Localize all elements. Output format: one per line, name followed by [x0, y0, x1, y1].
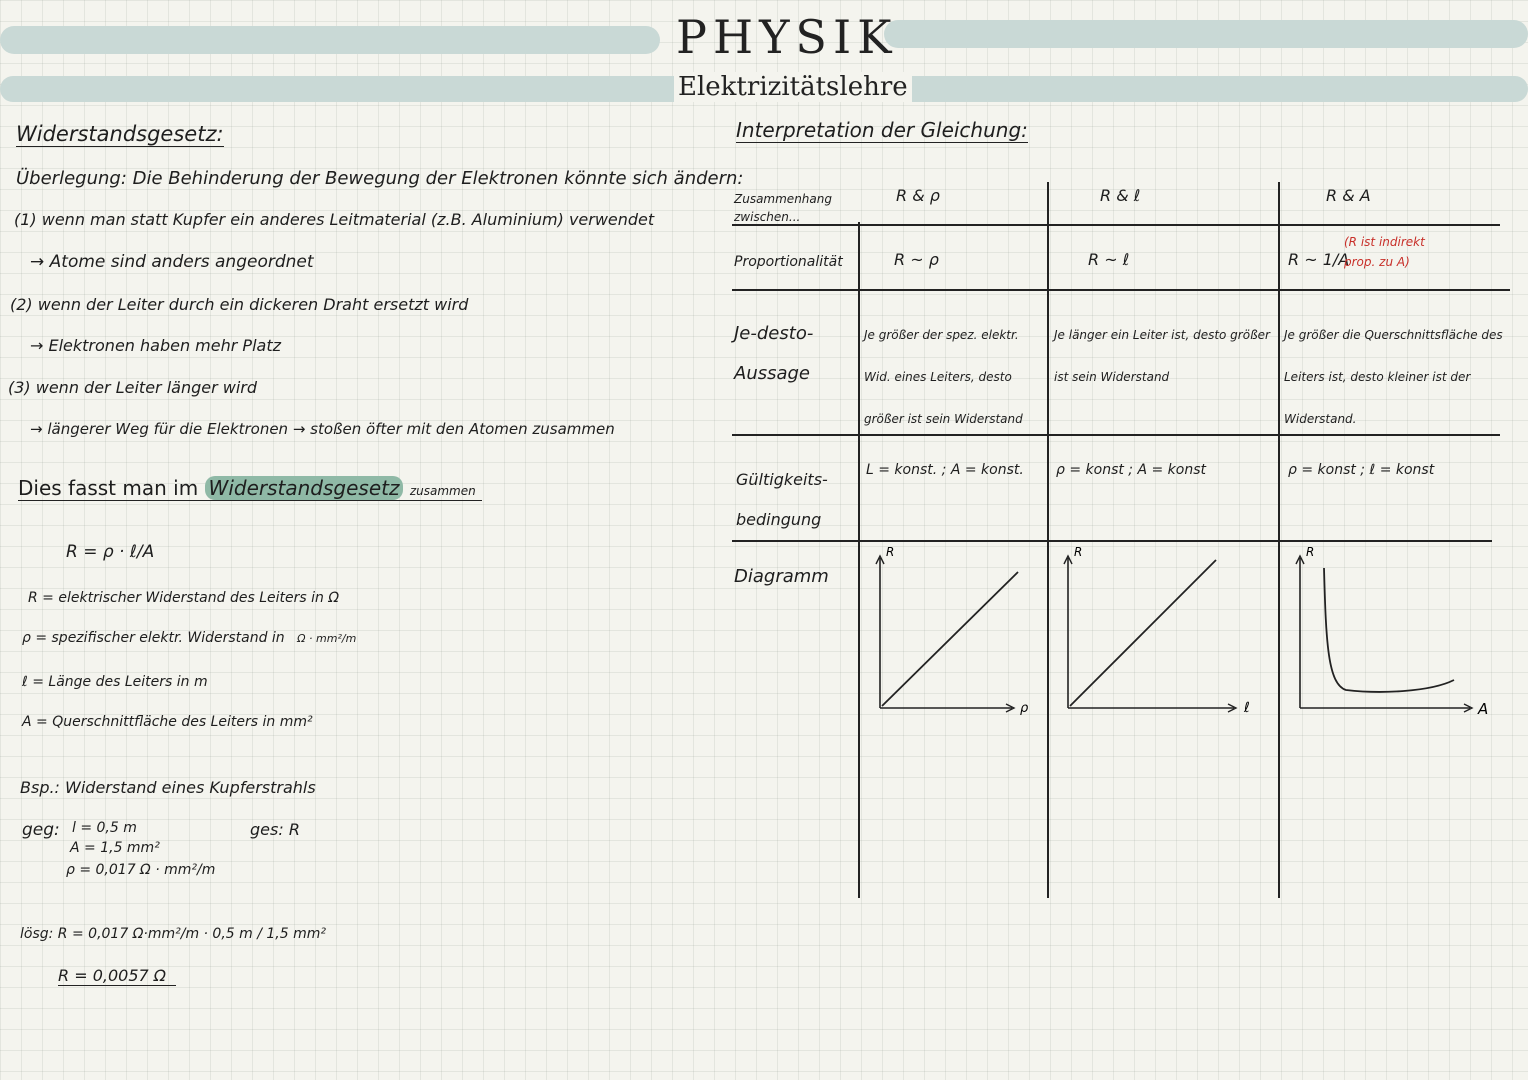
definition-l: ℓ = Länge des Leiters in m — [22, 674, 208, 690]
col3-header: R & A — [1326, 186, 1371, 205]
diagram-1-x-label: ρ — [1020, 701, 1029, 716]
point-2: (2) wenn der Leiter durch ein dickeren Draht ersetzt wird — [10, 295, 469, 314]
diagram-3-y-label: R — [1306, 545, 1315, 559]
col1-jedesto: Je größer der spez. elektr. Wid. eines Leiters, desto größer ist sein Widerstand — [864, 328, 1023, 426]
point-1: (1) wenn man statt Kupfer ein anderes Leitmaterial (z.B. Aluminium) verwendet — [14, 210, 655, 229]
definition-rho — [22, 630, 356, 646]
given-label: geg: — [22, 820, 60, 840]
table-row-line-4 — [732, 540, 1492, 542]
diagram-r-rho — [870, 544, 1040, 720]
row-label-gueltigkeit: Gültigkeits-bedingung — [736, 470, 828, 529]
given-length: l = 0,5 m — [72, 820, 137, 836]
solution: lösg: R = 0,017 Ω·mm²/m · 0,5 m / 1,5 mm² — [20, 926, 327, 942]
header-band-top-right — [884, 20, 1528, 48]
col1-proportionality: R ~ ρ — [894, 250, 939, 269]
row-label-diagramm: Diagramm — [734, 566, 829, 587]
point-1-result: → Atome sind anders angeordnet — [30, 252, 314, 272]
given-rho: ρ = 0,017 Ω · mm²/m — [66, 862, 216, 878]
col2-proportionality: R ~ ℓ — [1088, 250, 1130, 269]
col2-gueltigkeit: ρ = konst ; A = konst — [1056, 462, 1207, 478]
table-row-line-2 — [732, 289, 1510, 291]
example-title: Bsp.: Widerstand eines Kupferstrahls — [20, 778, 316, 797]
interpretation-heading: Interpretation der Gleichung: — [736, 118, 1028, 142]
col3-jedesto: Je größer die Querschnittsfläche des Leiters ist, desto kleiner ist der Widerstand. — [1284, 328, 1503, 426]
definition-rho-text: ρ = spezifischer elektr. Widerstand in — [22, 630, 285, 646]
diagram-r-l — [1058, 544, 1268, 720]
diagram-2-curve — [1070, 560, 1216, 706]
col3-gueltigkeit: ρ = konst ; ℓ = konst — [1288, 462, 1435, 478]
definition-a: A = Querschnittfläche des Leiters in mm² — [22, 714, 313, 730]
page-subtitle: Elektrizitätslehre — [674, 72, 912, 102]
diagram-1-curve — [882, 572, 1018, 706]
diagram-r-a — [1290, 544, 1500, 720]
col3-prop-note: (R ist indirekt prop. zu A) — [1344, 235, 1425, 269]
diagram-1-y-label: R — [886, 545, 895, 559]
table-row-line-1 — [732, 224, 1500, 226]
diagram-2-x-label: ℓ — [1244, 700, 1250, 716]
summary-suffix: zusammen — [409, 484, 476, 498]
ueberlegung-text: Überlegung: Die Behinderung der Bewegung der Elektronen könnte sich ändern: — [16, 168, 744, 189]
result: R = 0,0057 Ω — [58, 966, 176, 986]
given-area: A = 1,5 mm² — [70, 840, 160, 856]
page-title: PHYSIK — [676, 10, 898, 64]
diagram-3-curve — [1324, 568, 1454, 692]
row-label-zusammenhang: Zusammenhang zwischen... — [734, 192, 832, 224]
summary-prefix: Dies fasst man im — [18, 476, 199, 500]
row-label-proportionalitaet: Proportionalität — [734, 254, 843, 270]
diagram-3-x-label: A — [1478, 700, 1489, 718]
summary-highlight: Widerstandsgesetz — [205, 476, 404, 500]
col1-gueltigkeit: L = konst. ; A = konst. — [866, 462, 1024, 478]
header-band-top-left — [0, 26, 660, 54]
point-3: (3) wenn der Leiter länger wird — [8, 378, 258, 397]
col1-header: R & ρ — [896, 186, 940, 205]
section-heading: Widerstandsgesetz: — [16, 122, 224, 146]
summary-line — [18, 476, 482, 501]
col2-jedesto: Je länger ein Leiter ist, desto größer ist sein Widerstand — [1054, 328, 1270, 384]
diagram-2-y-label: R — [1074, 545, 1083, 559]
wanted: ges: R — [250, 820, 300, 839]
table-divider-1 — [858, 222, 860, 898]
point-3-result: → längerer Weg für die Elektronen → stoßen öfter mit den Atomen zusammen — [30, 420, 615, 438]
col3-proportionality: R ~ 1/A — [1288, 250, 1350, 269]
col2-header: R & ℓ — [1100, 186, 1141, 205]
formula: R = ρ · ℓ/A — [66, 542, 155, 562]
definition-rho-unit: Ω · mm²/m — [297, 632, 357, 645]
definition-r: R = elektrischer Widerstand des Leiters in Ω — [28, 590, 340, 606]
row-label-jedesto: Je-desto-Aussage — [734, 323, 814, 384]
point-2-result: → Elektronen haben mehr Platz — [30, 336, 281, 355]
